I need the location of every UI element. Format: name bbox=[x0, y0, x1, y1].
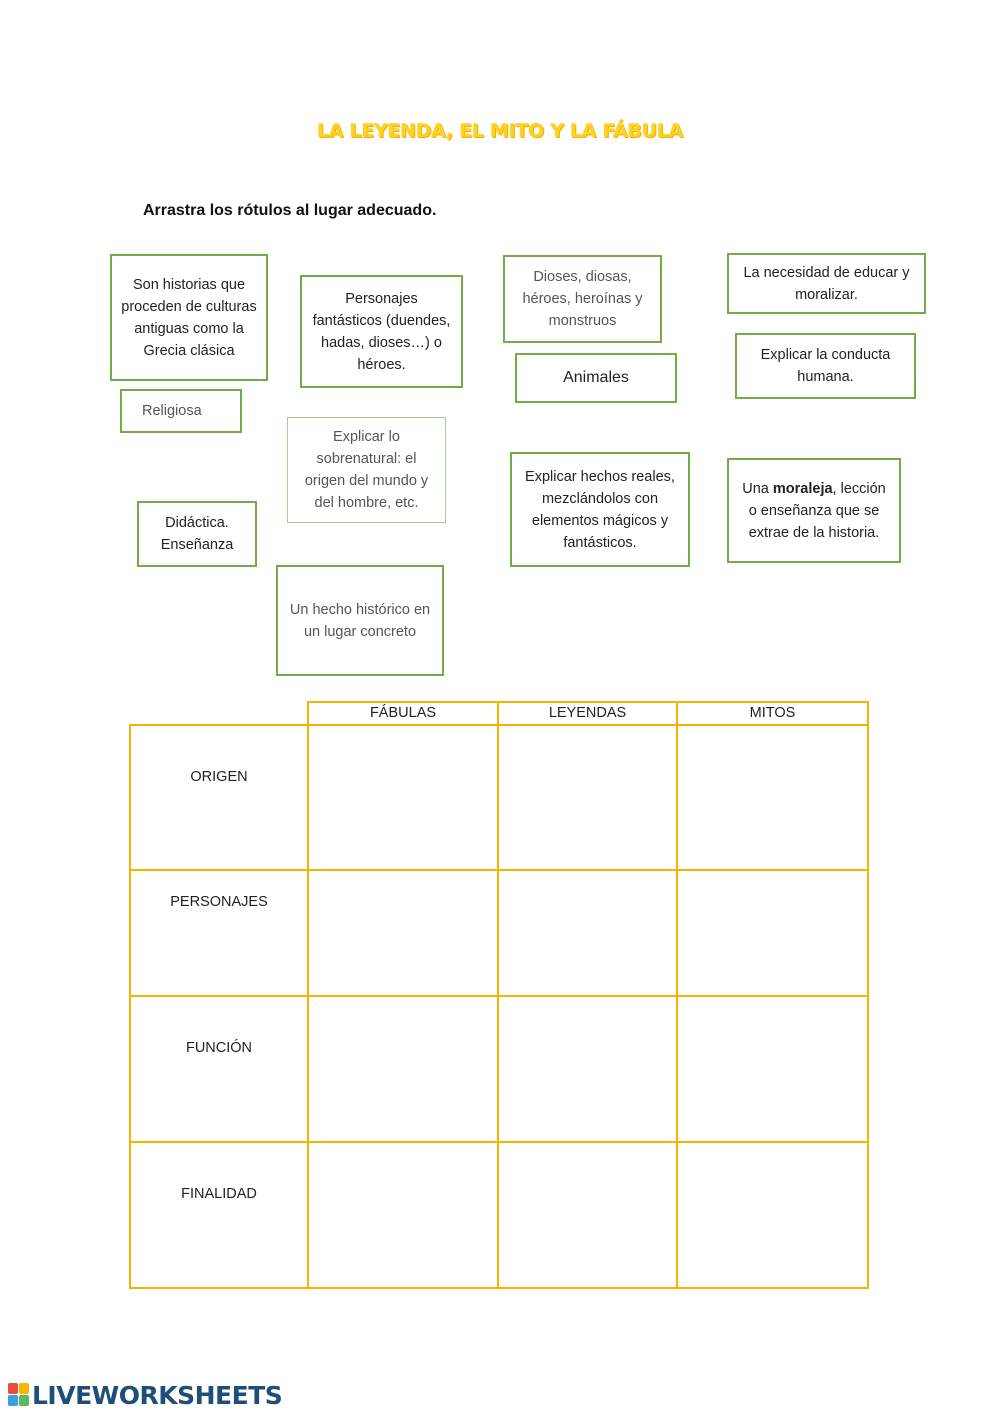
drag-label-religiosa[interactable] bbox=[120, 389, 242, 433]
table-line bbox=[867, 701, 869, 1289]
drop-zone-finalidad-leyendas[interactable] bbox=[499, 1143, 676, 1287]
table-line bbox=[129, 724, 131, 1289]
drop-zone-personajes-fabulas[interactable] bbox=[309, 871, 497, 995]
drag-label-dioses[interactable] bbox=[503, 255, 662, 343]
drop-zone-finalidad-mitos[interactable] bbox=[678, 1143, 867, 1287]
drag-label-sobrenatural[interactable] bbox=[287, 417, 446, 523]
row-header-funcion: FUNCIÓN bbox=[185, 1040, 253, 1056]
table-line bbox=[129, 1287, 869, 1289]
drag-label-text: Son historias que proceden de culturas antiguas como la Grecia clásica bbox=[121, 276, 257, 359]
liveworksheets-logo-icon bbox=[8, 1383, 30, 1407]
table-line bbox=[307, 701, 869, 703]
drag-label-text: Personajes fantásticos (duendes, hadas, dioses…) o héroes. bbox=[312, 290, 451, 373]
drag-label-text: Religiosa bbox=[142, 403, 202, 419]
instruction-text: Arrastra los rótulos al lugar adecuado. bbox=[143, 202, 437, 219]
drag-label-text: La necesidad de educar y moralizar. bbox=[743, 264, 910, 303]
drop-zone-finalidad-fabulas[interactable] bbox=[309, 1143, 497, 1287]
drag-label-text: Un hecho histórico en un lugar concreto bbox=[289, 601, 431, 640]
drag-label-text: Explicar la conducta humana. bbox=[760, 347, 891, 385]
drop-zone-personajes-leyendas[interactable] bbox=[499, 871, 676, 995]
row-header-origen: ORIGEN bbox=[190, 769, 248, 785]
drop-zone-origen-leyendas[interactable] bbox=[499, 726, 676, 869]
liveworksheets-logo-text: LIVEWORKSHEETS bbox=[32, 1380, 283, 1410]
drop-zone-personajes-mitos[interactable] bbox=[678, 871, 867, 995]
drag-label-necesidad[interactable] bbox=[727, 253, 926, 314]
row-header-personajes: PERSONAJES bbox=[170, 894, 268, 910]
drop-zone-funcion-leyendas[interactable] bbox=[499, 997, 676, 1141]
drag-label-moraleja[interactable] bbox=[727, 458, 901, 563]
drag-label-explicar-conducta[interactable] bbox=[735, 333, 916, 399]
drag-label-text: Explicar lo sobrenatural: el origen del mundo y del hombre, etc. bbox=[304, 429, 429, 511]
drag-label-text: Una moraleja, lección o enseñanza que se extrae de la historia. bbox=[742, 480, 886, 541]
drag-label-text: Animales bbox=[563, 369, 629, 386]
drop-zone-origen-fabulas[interactable] bbox=[309, 726, 497, 869]
column-header-fabulas: FÁBULAS bbox=[369, 705, 437, 721]
worksheet-title: LA LEYENDA, EL MITO Y LA FÁBULA bbox=[317, 120, 683, 142]
drop-zone-funcion-mitos[interactable] bbox=[678, 997, 867, 1141]
drag-label-didactica[interactable] bbox=[137, 501, 257, 567]
drag-label-text: Dioses, diosas, héroes, heroínas y monstruos bbox=[522, 269, 643, 329]
drop-zone-funcion-fabulas[interactable] bbox=[309, 997, 497, 1141]
drag-label-hechos-reales[interactable] bbox=[510, 452, 690, 567]
drag-label-historias[interactable] bbox=[110, 254, 268, 381]
drag-label-personajes[interactable] bbox=[300, 275, 463, 388]
drag-label-text: Didáctica. Enseñanza bbox=[160, 515, 234, 553]
drag-label-hecho-historico[interactable] bbox=[276, 565, 444, 676]
drag-label-animales[interactable] bbox=[515, 353, 677, 403]
column-header-mitos: MITOS bbox=[749, 705, 796, 721]
drag-label-text: Explicar hechos reales, mezclándolos con elementos mágicos y fantásticos. bbox=[525, 468, 675, 551]
liveworksheets-logo bbox=[8, 1380, 282, 1410]
row-header-finalidad: FINALIDAD bbox=[181, 1186, 257, 1202]
column-header-leyendas: LEYENDAS bbox=[548, 705, 627, 721]
drop-zone-origen-mitos[interactable] bbox=[678, 726, 867, 869]
